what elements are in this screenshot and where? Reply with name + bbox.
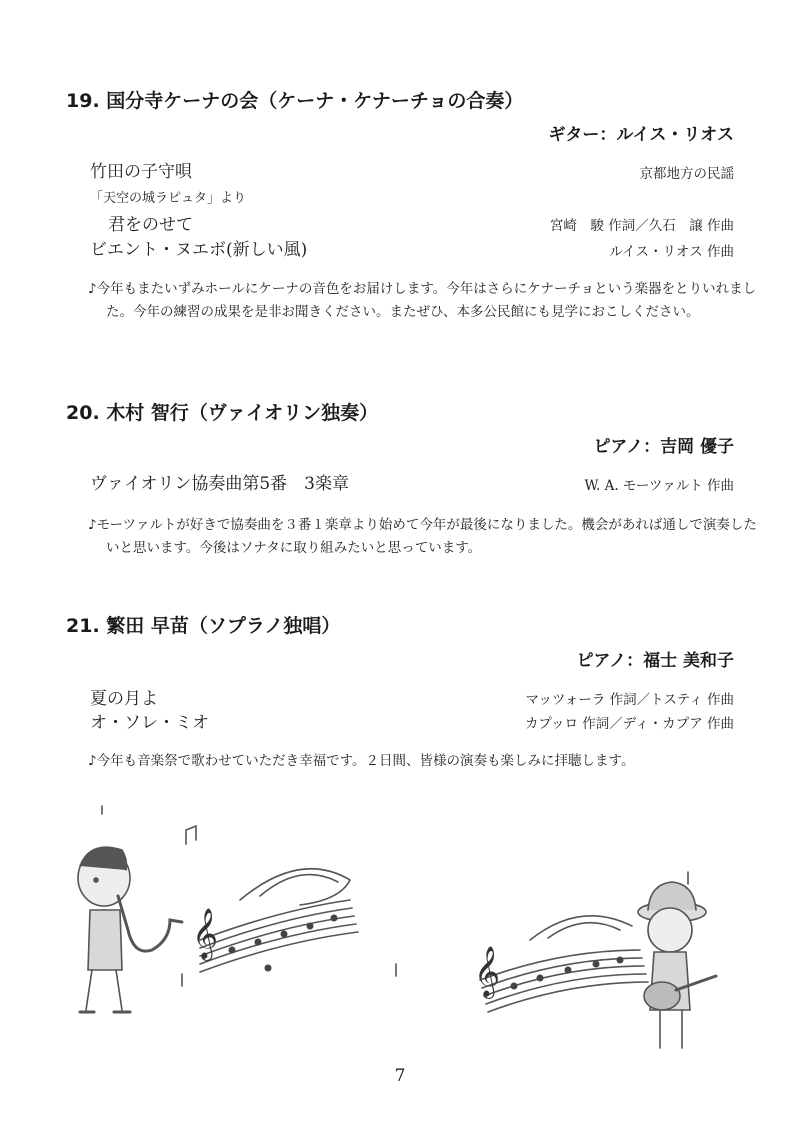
section-21-title: 21. 繁田 早苗（ソプラノ独唱） bbox=[66, 615, 341, 637]
section-19-piece-1-credit: 京都地方の民謡 bbox=[639, 166, 734, 182]
section-19-title: 19. 国分寺ケーナの会（ケーナ・ケナーチョの合奏） bbox=[66, 90, 524, 112]
section-19-accompanist: ギター：ルイス・リオス bbox=[548, 125, 734, 145]
section-20-note: ♪モーツァルトが好きで協奏曲を３番１楽章より始めて今年が最後になりました。機会があれば通しで演奏したいと思います。今後はソナタに取り組みたいと思っています。 bbox=[88, 517, 757, 556]
svg-text:𝄞: 𝄞 bbox=[474, 946, 501, 997]
right-music-staff bbox=[474, 916, 648, 1012]
section-19-piece-4-credit: ルイス・リオス 作曲 bbox=[609, 244, 734, 260]
section-19-piece-3-credit: 宮崎 駿 作詞／久石 譲 作曲 bbox=[549, 218, 734, 234]
section-19-piece-4-title: ビエント・ヌエボ(新しい風) bbox=[90, 240, 308, 260]
guitar-girl-figure bbox=[638, 882, 716, 1048]
section-21-note: ♪今年も音楽祭で歌わせていただき幸福です。２日間、皆様の演奏も楽しみに拝聴します。 bbox=[88, 753, 635, 769]
section-19-piece-3-title: 君をのせて bbox=[108, 215, 193, 235]
left-music-notes bbox=[229, 915, 338, 972]
section-20-piece-1-credit: W. A. モーツァルト 作曲 bbox=[584, 478, 734, 494]
section-20-title: 20. 木村 智行（ヴァイオリン独奏） bbox=[66, 402, 379, 424]
section-21-piece-2-credit: カプッロ 作詞／ディ・カプア 作曲 bbox=[524, 716, 734, 732]
section-21-piece-1-title: 夏の月よ bbox=[90, 689, 158, 709]
section-21-piece-1-credit: マッツォーラ 作詞／トスティ 作曲 bbox=[525, 692, 734, 708]
floating-notes bbox=[102, 806, 688, 986]
section-21-piece-2-title: オ・ソレ・ミオ bbox=[90, 713, 209, 733]
saxophone-boy-figure bbox=[78, 847, 182, 1012]
section-21-accompanist: ピアノ：福士 美和子 bbox=[576, 651, 734, 671]
section-20-piece-1-title: ヴァイオリン協奏曲第5番 3楽章 bbox=[90, 474, 349, 494]
section-19-note: ♪今年もまたいずみホールにケーナの音色をお届けします。今年はさらにケナーチョという楽器をとりいれました。今年の練習の成果を是非お聞きください。またぜひ、本多公民館にも見学におこしください。 bbox=[88, 281, 757, 320]
page-number: 7 bbox=[394, 1066, 406, 1086]
svg-text:𝄞: 𝄞 bbox=[192, 908, 219, 959]
music-illustration bbox=[0, 800, 800, 1060]
section-20-accompanist: ピアノ：吉岡 優子 bbox=[593, 437, 734, 457]
section-19-piece-2-title: 「天空の城ラピュタ」より bbox=[90, 191, 247, 206]
section-19-piece-1-title: 竹田の子守唄 bbox=[90, 162, 192, 182]
